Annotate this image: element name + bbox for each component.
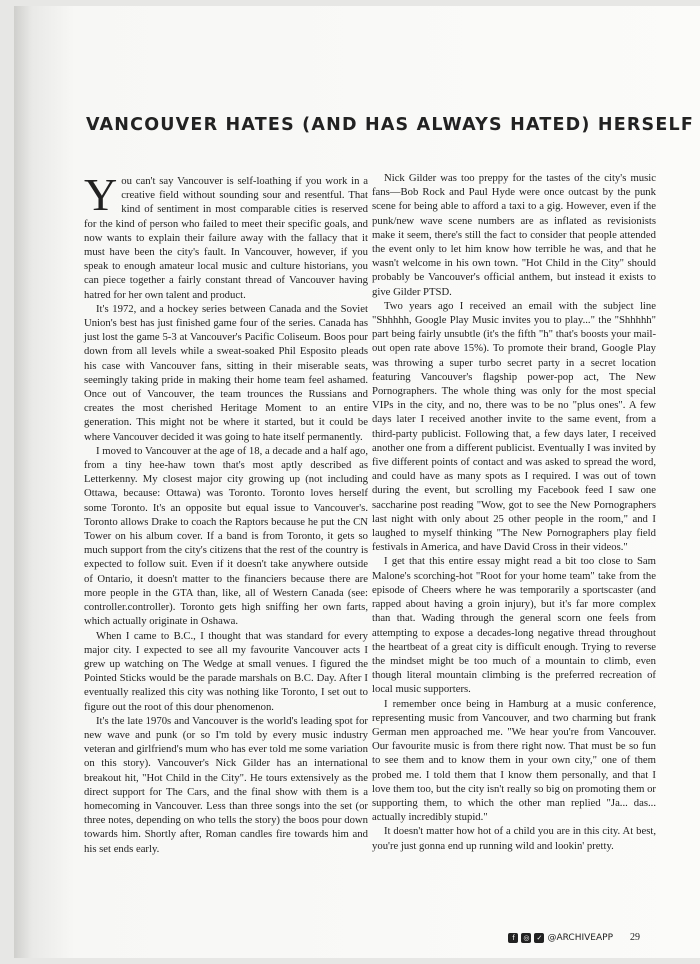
instagram-icon: ◎ — [523, 933, 530, 942]
paragraph: You can't say Vancouver is self-loathing if you work in a creative field without sounding sour and resentful. That kind of sentiment in most comparable cities is reserved for the kind of person who failed to meet their specific goals, and now wants to explain their failure away with the fallacy that it must have been the city's fault. In Vancouver, however, if you speak to enough amateur local music and culture historians, you can piece together a fairly constant thread of Vancouver having hatred for her own talent and product. — [84, 169, 368, 301]
facebook-icon: f — [508, 933, 518, 943]
drop-cap: Y — [84, 169, 118, 220]
magazine-page — [14, 6, 700, 958]
page-footer — [508, 932, 640, 943]
social-handle: @ARCHIVEAPP — [547, 932, 613, 943]
right-column — [372, 171, 656, 853]
paragraph: I remember once being in Hamburg at a music conference, representing music from Vancouver, and two charming but frank German men approached me. "We hear you're from Vancouver. Our favourite music is from there right now. That must be so fun to see them and to know them in your own city," one of them probed me. I told them that I know them personally, and that I love them too, but the city isn't really so big on promoting them or supporting them, to which the other man replied "Ja... das... actually incredibly stupid." — [372, 697, 656, 824]
paragraph: Two years ago I received an email with the subject line "Shhhhh, Google Play Music invites you to play..." the "Shhhhh" part being fairly unsubtle (it's the fifth "h" that's boosts your mail-out open rate above 15%). To promote their brand, Google Play was throwing a super turbo secret party in a secret location featuring Vancouver's flagship power-pop act, The New Pornographers. The whole thing was only for the most special VIPs in the city, and no, there was to be no "plus ones". A few days later I received another invite to the same event, from a third-party publicist. Following that, a few days later, I received another one from a different publicist. Eventually I was invited by five different points of contact and was asked to spread the word, and could have as many spots as I required. I was out of town during the event, but scrolling my Facebook feed I saw one saccharine post reading "Wow, got to see the New Pornographers last night with only about 25 other people in the room," and I laughed to myself thinking "The New Pornographers play field festivals in America, and have David Cross in their videos." — [372, 299, 656, 554]
paragraph: When I came to B.C., I thought that was standard for every major city. I expected to see all my favourite Vancouver acts I grew up watching on The Wedge at small venues. I figured the Pointed Sticks would be the parade marshals on B.C. Day. After I eventually realized this city was nothing like Toronto, I set out to figure out the root of this dour phenomenon. — [84, 629, 368, 713]
paragraph: I moved to Vancouver at the age of 18, a decade and a half ago, from a tiny hee-haw town that's most aptly described as Letterkenny. My closest major city growing up (not including Ottawa, because: Ottawa) was Toronto. Toronto loves herself some Toronto. It's an opposite but equal issue to Vancouver's. Toronto allows Drake to coach the Raptors because he put the CN Tower on his album cover. If a band is from Toronto, it gets so much support from the city's citizens that the rest of the country is expected to follow suit. Even if it doesn't take anywhere outside of Ontario, it doesn't matter to the financiers because there are more people in the GTA than, like, all of Western Canada (see: controller.controller). Toronto gets high sniffing her own farts, which actually originate in Oshawa. — [84, 444, 368, 628]
gutter-bleed — [16, 246, 26, 706]
twitter-icon: ✓ — [534, 933, 544, 943]
left-column — [84, 169, 368, 856]
paragraph: Nick Gilder was too preppy for the tastes of the city's music fans—Bob Rock and Paul Hyde were once outcast by the punk scene for being able to afford a taxi to a gig. However, even if the punk/new wave scene numbers are as inflated as revisionists make it seem, there's still the fact to consider that people attended the event only to let him know how terrible he was, and that he wasn't welcome in his own town. "Hot Child in the City" should probably be Vancouver's official anthem, but instead it exists to give Gilder PTSD. — [372, 172, 656, 298]
paragraph: It's the late 1970s and Vancouver is the world's leading spot for new wave and punk (or so I'm told by every music industry veteran and girlfriend's mum who has ever told me some variation on this story). Vancouver's Nick Gilder has an international breakout hit, "Hot Child in the City". He tours extensively as the direct support for The Cars, and the final show with them is a homecoming in Vancouver. Less than three songs into the set (or three notes, depending on who tells the story) the boos pour down towards him. Shortly after, Roman candles fire towards him and his set ends early. — [84, 714, 368, 855]
paragraph: I get that this entire essay might read a bit too close to Sam Malone's scorching-hot "Root for your home team" take from the episode of Cheers where he was temporarily a sportscaster (and rapped about having a groin injury), but it's far more complex than that. Wading through the general scorn one feels from attempting to expose a decades-long negative thread throughout the heartbeat of a great city is difficult enough. Trying to reverse the mindset might be too much of a mountain to climb, even though literal mountain climbing is the preferred recreation of local music supporters. — [372, 555, 656, 696]
article-title: VANCOUVER HATES (AND HAS ALWAYS HATED) HERSELF — [86, 115, 695, 135]
paragraph: It doesn't matter how hot of a child you are in this city. At best, you're just gonna end up running wild and lookin' pretty. — [372, 825, 656, 852]
page-number: 29 — [630, 932, 640, 943]
paragraph: It's 1972, and a hockey series between Canada and the Soviet Union's best has just finished game four of the series. Canada has just lost the game 5-3 at Vancouver's Pacific Coliseum. Boos pour down from all levels while a sweat-soaked Phil Esposito pleads his case with Vancouver fans, sitting in their miserable seats, seemingly taking pride in making their home team feel ashamed. Once out of Vancouver, the team trounces the Russians and creates the most cherished Heritage Moment to an entire generation. This might not be where it started, but it could be where Vancouver decided it was going to hate itself permanently. — [84, 302, 368, 443]
